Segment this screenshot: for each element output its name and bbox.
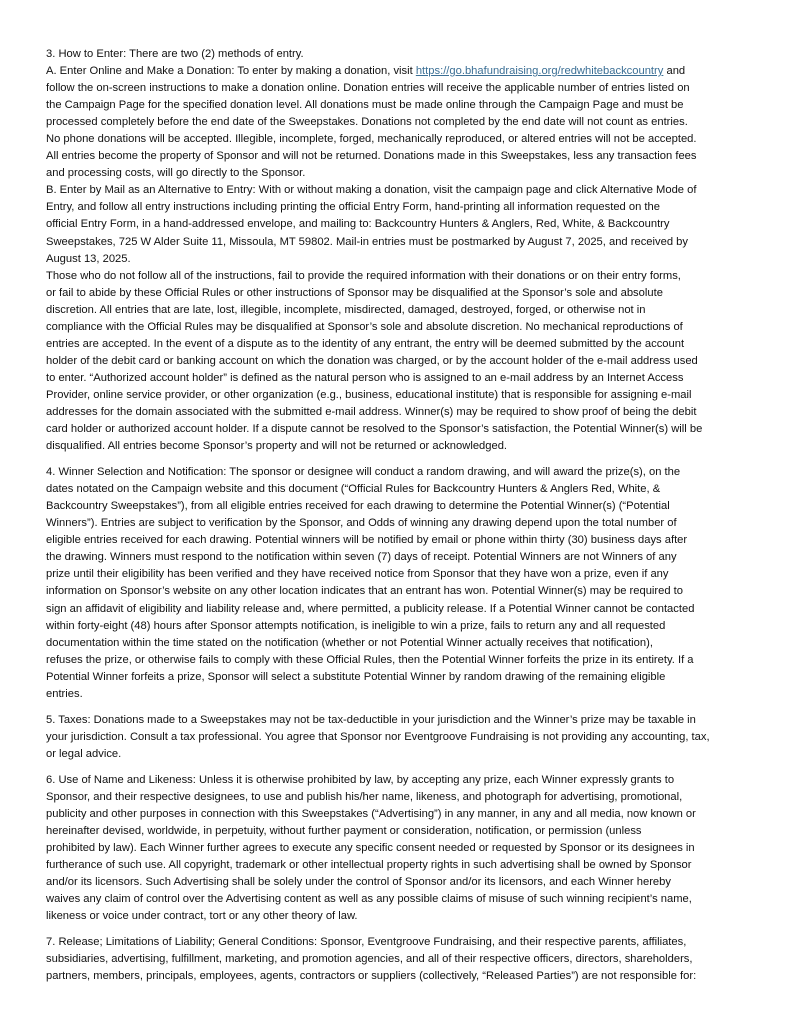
- paragraph-line: information on Sponsor’s website on any other location indicates that an entrant has won. Potential Winner(s) may be required to: [46, 585, 684, 598]
- paragraph-line: within forty-eight (48) hours after Sponsor attempts notification, is ineligible to win a prize, fails to return any and all requested: [46, 619, 666, 632]
- paragraph-line: 5. Taxes: Donations made to a Sweepstakes may not be tax-deductible in your jurisdiction and the Winner’s prize may be taxable in: [46, 713, 696, 726]
- paragraph-line: Winners”). Entries are subject to verification by the Sponsor, and Odds of winning any drawing depend upon the total number of: [46, 517, 677, 530]
- paragraph-line: prize until their eligibility has been verified and they have received notice from Sponsor that they have won a prize, even if any: [46, 568, 669, 581]
- paragraph-line: August 13, 2025.: [46, 252, 131, 265]
- paragraph-gap: [46, 455, 751, 464]
- paragraph-line: Sponsor, and their respective designees, to use and publish his/her name, likeness, and photograph for advertising, promotional,: [46, 790, 683, 803]
- paragraph-line: card holder or authorized account holder. If a dispute cannot be resolved to the Sponsor’s satisfaction, the Potential Winner(s) will be: [46, 423, 703, 436]
- paragraph-line: No phone donations will be accepted. Illegible, incomplete, forged, mechanically reproduced, or altered entries will not be accepted.: [46, 133, 697, 146]
- text-fragment: and: [663, 65, 686, 78]
- section-how-to-enter: [46, 46, 751, 455]
- paragraph-line: partners, members, principals, employees, agents, contractors or suppliers (collectively, “Released Parties”) are not responsible for:: [46, 970, 697, 983]
- paragraph-line: Backcountry Sweepstakes”), from all eligible entries received for each drawing to determine the Potential Winner(s) (“Potential: [46, 500, 670, 513]
- paragraph-line: refuses the prize, or otherwise fails to comply with these Official Rules, then the Potential Winner forfeits the prize in its entirety. If a: [46, 653, 694, 666]
- paragraph-line: entries are accepted. In the event of a dispute as to the identity of any entrant, the entry will be deemed submitted by the account: [46, 337, 685, 350]
- paragraph-line: eligible entries received for each drawing. Potential winners will be notified by email or phone within thirty (30) business days after: [46, 534, 688, 547]
- paragraph-line: documentation within the time stated on the notification (whether or not Potential Winner actually receives that notification),: [46, 636, 653, 649]
- paragraph-line: hereinafter devised, worldwide, in perpetuity, without further payment or consideration, notification, or permission (unless: [46, 825, 642, 838]
- paragraph-line: furtherance of such use. All copyright, trademark or other intellectual property rights in such advertising shall be owned by Sponsor: [46, 859, 692, 872]
- paragraph-line: [46, 63, 751, 80]
- paragraph-gap: [46, 703, 751, 712]
- paragraph-line: and/or its licensors. Such Advertising shall be solely under the control of Sponsor and/or its licensors, and each Winner hereby: [46, 876, 671, 889]
- paragraph-line: your jurisdiction. Consult a tax professional. You agree that Sponsor nor Eventgroove Fundraising is not providing any accounting, tax,: [46, 730, 710, 743]
- paragraph-line: 6. Use of Name and Likeness: Unless it is otherwise prohibited by law, by accepting any prize, each Winner expressly grants to: [46, 773, 675, 786]
- paragraph-line: official Entry Form, in a hand-addressed envelope, and mailing to: Backcountry Hunters & Anglers, Red, White, & Backcountry: [46, 218, 670, 231]
- paragraph-line: publicity and other purposes in connection with this Sweepstakes (“Advertising”) in any manner, in any and all media, now known or: [46, 808, 696, 821]
- section-name-likeness: [46, 772, 751, 925]
- campaign-link[interactable]: https://go.bhafundraising.org/redwhitebackcountry: [415, 65, 664, 78]
- paragraph-line: and processing costs, will go directly to the Sponsor.: [46, 167, 306, 180]
- paragraph-line: follow the on-screen instructions to make a donation online. Donation entries will receive the applicable number of entries listed on: [46, 82, 690, 95]
- paragraph-line: B. Enter by Mail as an Alternative to Entry: With or without making a donation, visit the campaign page and click Alternative Mode of: [46, 184, 697, 197]
- paragraph-line: dates notated on the Campaign website and this document (“Official Rules for Backcountry Hunters & Anglers Red, White, &: [46, 483, 661, 496]
- paragraph-line: Potential Winner forfeits a prize, Sponsor will select a substitute Potential Winner by random drawing of the remaining eligible: [46, 670, 666, 683]
- paragraph-line: disqualified. All entries become Sponsor’s property and will not be returned or acknowledged.: [46, 440, 508, 453]
- paragraph-line: or fail to abide by these Official Rules or other instructions of Sponsor may be disqualified at the Sponsor’s sole and absolute: [46, 286, 663, 299]
- paragraph-line: subsidiaries, advertising, fulfillment, marketing, and promotion agencies, and all of their respective officers, directors, shareholders,: [46, 953, 693, 966]
- paragraph-line: All entries become the property of Sponsor and will not be returned. Donations made in this Sweepstakes, less any transaction fees: [46, 150, 697, 163]
- paragraph-line: sign an affidavit of eligibility and liability release and, where permitted, a publicity release. If a Potential Winner cannot be contacted: [46, 602, 695, 615]
- paragraph-gap: [46, 763, 751, 772]
- paragraph-line: waives any claim of control over the Advertising content as well as any possible claims of misuse of such winning recipient’s name,: [46, 893, 692, 906]
- paragraph-line: discretion. All entries that are late, lost, illegible, incomplete, misdirected, damaged, destroyed, forged, or otherwise not in: [46, 303, 646, 316]
- section-taxes: [46, 712, 751, 763]
- paragraph-line: 7. Release; Limitations of Liability; General Conditions: Sponsor, Eventgroove Fundraising, and their respective parents, affiliates,: [46, 936, 687, 949]
- paragraph-line: to enter. “Authorized account holder” is defined as the natural person who is assigned to an e-mail address by an Internet Access: [46, 371, 684, 384]
- paragraph-line: prohibited by law). Each Winner further agrees to execute any specific consent needed or requested by Sponsor or its designees in: [46, 842, 695, 855]
- paragraph-line: addresses for the domain associated with the submitted e-mail address. Winner(s) may be required to show proof of being the debit: [46, 405, 697, 418]
- paragraph-line: Entry, and follow all entry instructions including printing the official Entry Form, hand-printing all information requested on the: [46, 201, 660, 214]
- paragraph-line: the Campaign Page for the specified donation level. All donations must be made online through the Campaign Page and must be: [46, 99, 684, 112]
- paragraph-line: or legal advice.: [46, 747, 122, 760]
- section-winner-selection: [46, 464, 751, 703]
- paragraph-line: Sweepstakes, 725 W Alder Suite 11, Missoula, MT 59802. Mail-in entries must be postmarked by August 7, 2025, and received by: [46, 235, 688, 248]
- paragraph-line: 4. Winner Selection and Notification: The sponsor or designee will conduct a random drawing, and will award the prize(s), on the: [46, 466, 681, 479]
- paragraph-line: Those who do not follow all of the instructions, fail to provide the required information with their donations or on their entry forms,: [46, 269, 681, 282]
- paragraph-line: likeness or voice under contract, tort or any other theory of law.: [46, 910, 358, 923]
- section-release-liability: [46, 934, 751, 985]
- paragraph-line: Provider, online service provider, or other organization (e.g., business, educational institute) that is responsible for assigning e-mail: [46, 388, 692, 401]
- paragraph-line: 3. How to Enter: There are two (2) methods of entry.: [46, 48, 304, 60]
- paragraph-line: the drawing. Winners must respond to the notification within seven (7) days of receipt. Potential Winners are not Winners of any: [46, 551, 677, 564]
- paragraph-line: compliance with the Official Rules may be disqualified at Sponsor’s sole and absolute discretion. No mechanical reproductions of: [46, 320, 683, 333]
- text-fragment: A. Enter Online and Make a Donation: To enter by making a donation, visit: [46, 65, 416, 78]
- paragraph-line: holder of the debit card or banking account on which the donation was charged, or by the account holder of the e-mail address used: [46, 354, 698, 367]
- paragraph-line: processed completely before the end date of the Sweepstakes. Donations not completed by the end date will not count as entries.: [46, 116, 688, 129]
- paragraph-line: entries.: [46, 687, 83, 700]
- paragraph-gap: [46, 925, 751, 934]
